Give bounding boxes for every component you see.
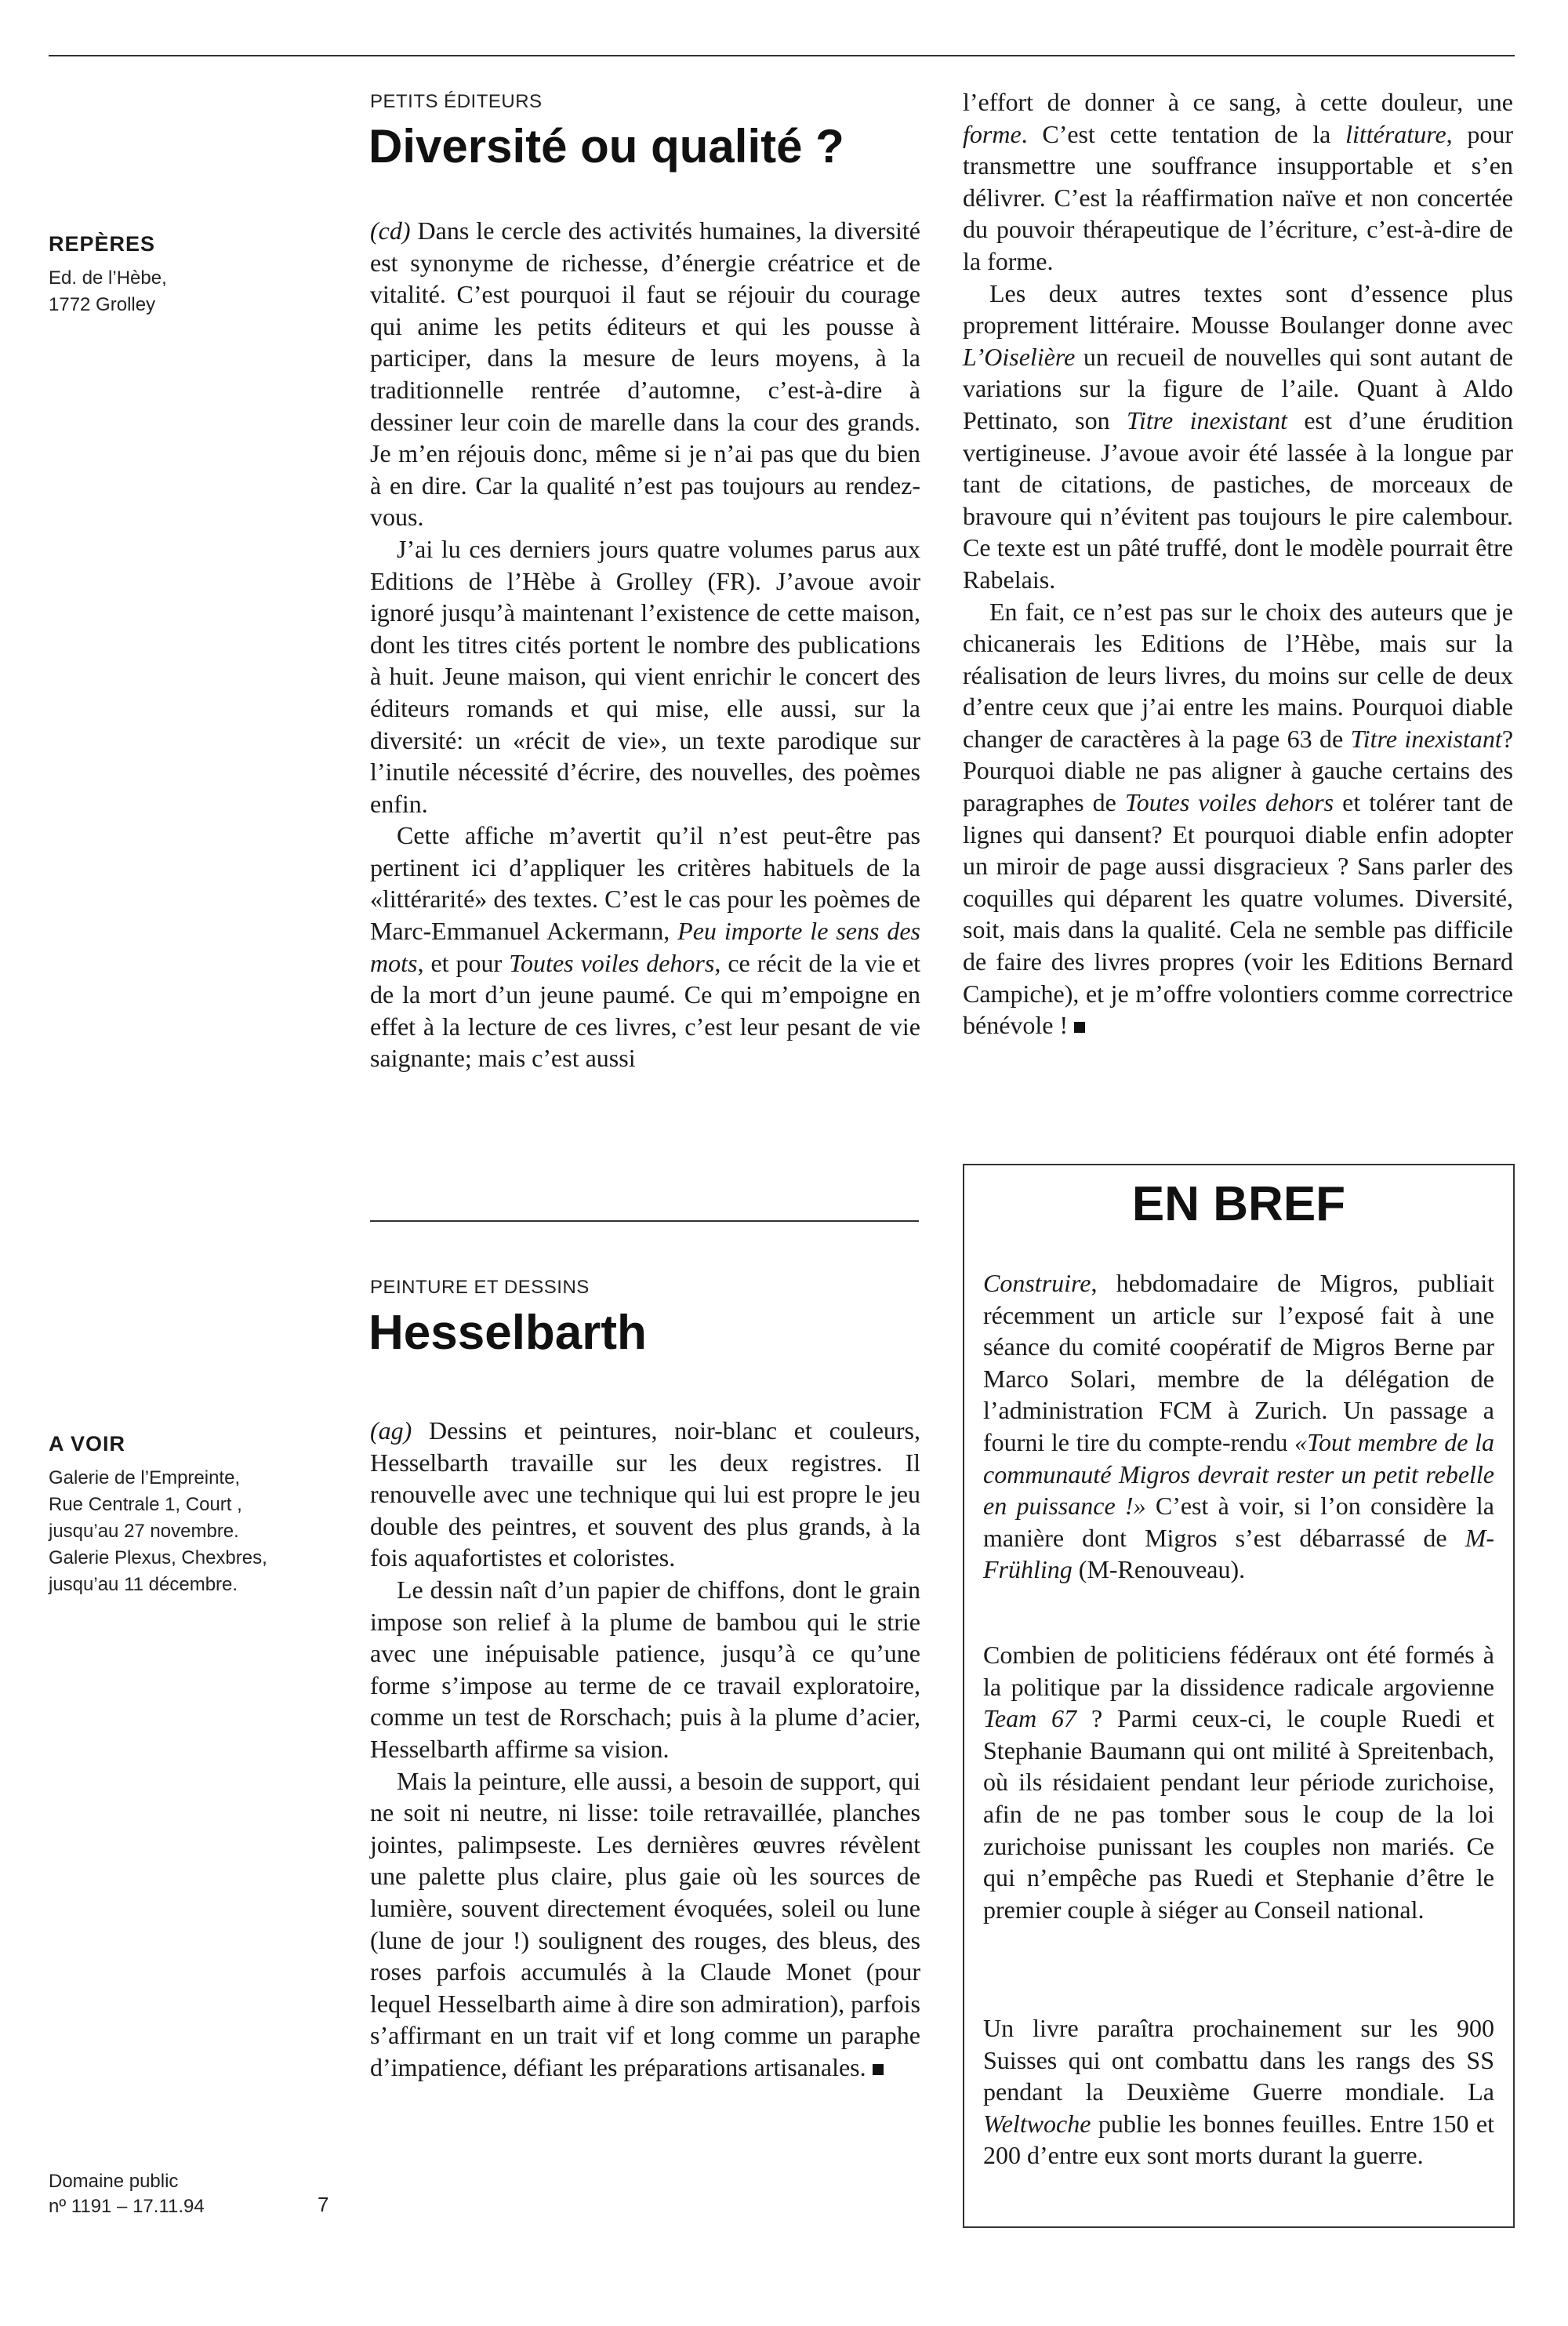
paragraph-text: un recueil de nouvelles qui sont autant de variations sur la figure de l’aile. Quant à Aldo Pettinato, son (963, 342, 1513, 434)
article2-kicker: PEINTURE ET DESSINS (370, 1277, 590, 1298)
reperes-info (49, 265, 167, 318)
issue-number: nº 1191 – 17.11.94 (49, 2196, 205, 2217)
a-voir-info (49, 1465, 267, 1598)
article1-headline: Diversité ou qualité ? (368, 120, 844, 173)
quote: «Tout membre de la communauté Migros devrait rester un petit rebelle en puissance !» (983, 1427, 1494, 1521)
paragraph-text: Dessins et peintures, noir-blanc et couleurs, Hesselbarth travaille sur les deux registres. Il renouvelle avec une technique qui lui est propre le jeu double des peintres, et souvent des plus grands, à la fois aquafortistes et coloristes. (370, 1416, 920, 1572)
paragraph-text: (M-Renouveau). (1072, 1555, 1246, 1584)
brief-paragraph (983, 1267, 1494, 1586)
a-voir-line: Galerie de l’Empreinte, (49, 1467, 241, 1488)
paragraph-text: ? Parmi ceux-ci, le couple Ruedi et Stephanie Baumann qui ont milité à Spreitenbach, où ils résidaient pendant leur période zurichoise, afin de ne pas tomber sous le coup de la loi zurichoise punissant les couples non mariés. Ce qui n’empêche pas Ruedi et Stephanie d’être le premier couple à siéger au Conseil national. (983, 1704, 1495, 1924)
paragraph-text: , et pour (417, 948, 510, 977)
en-bref-item-1 (983, 1267, 1494, 1586)
paragraph-text: . C’est cette tentation de la (1021, 119, 1346, 148)
article1-kicker: PETITS ÉDITEURS (370, 91, 543, 112)
article2-column (370, 1415, 920, 2083)
end-mark (1074, 1022, 1085, 1033)
a-voir-line: jusqu’au 27 novembre. (49, 1521, 239, 1542)
reperes-line: 1772 Grolley (49, 294, 156, 315)
book-title: Titre inexistant (1350, 724, 1502, 753)
article1-column-1 (370, 215, 920, 1074)
article1-column-2 (963, 86, 1513, 1041)
paragraph-text: l’effort de donner à ce sang, à cette douleur, une (963, 88, 1513, 116)
paragraph-text: publie les bonnes feuilles. Entre 150 et 200 d’entre eux sont morts durant la guerre. (983, 2109, 1494, 2170)
author-initials: (cd) (370, 216, 411, 245)
emphasis: littérature (1345, 119, 1446, 148)
publication-title: Weltwoche (983, 2109, 1091, 2138)
brief-paragraph (983, 2012, 1494, 2172)
article1-paragraph (963, 596, 1513, 1041)
author-initials: (ag) (370, 1416, 412, 1445)
article2-paragraph: Le dessin naît d’un papier de chiffons, dont le grain impose son relief à la plume de bambou qui le strie avec une inépuisable patience, jusqu’à ce qu’une forme s’impose au terme de ce travail exploratoire, comme un test de Rorschach; puis à la plume d’acier, Hesselbarth affirme sa vision. (370, 1575, 920, 1763)
paragraph-text: Dans le cercle des activités humaines, la diversité est synonyme de richesse, d’énergie créatrice et de vitalité. C’est pourquoi il faut se réjouir du courage qui anime les petits éditeurs et qui les pousse à participer, dans la mesure de leurs moyens, à la traditionnelle rentrée d’automne, c’est-à-dire à dessiner leur coin de marelle dans la cour des grands. Je m’en réjouis donc, même si je n’ai pas que du bien à en dire. Car la qualité n’est pas toujours au rendez-vous. (370, 216, 920, 532)
paragraph-text: Un livre paraîtra prochainement sur les 900 Suisses qui ont combattu dans les rangs des SS pendant la Deuxième Guerre mondiale. La (983, 2014, 1494, 2106)
article2-paragraph (370, 1765, 920, 2084)
emphasis: forme (963, 119, 1022, 148)
book-title: Toutes voiles dehors (509, 948, 715, 977)
paragraph-text: C’est à voir, si l’on considère la manière dont Migros s’est débarrassé de (983, 1492, 1495, 1552)
en-bref-title: EN BREF (1131, 1177, 1346, 1231)
page-number: 7 (318, 2193, 329, 2216)
book-title: Peu importe le sens des mots (370, 917, 921, 977)
paragraph-text: En fait, ce n’est pas sur le choix des auteurs que je chicanerais les Editions de l’Hèbe, mais sur la réalisation de leurs livres, du moins sur celle de deux d’entre ceux que j’ai entre les mains. Pourquoi diable changer de caractères à la page 63 de (963, 597, 1513, 753)
publication-name: Domaine public (49, 2171, 179, 2192)
end-mark (873, 2064, 884, 2075)
top-rule (49, 55, 1515, 56)
book-title: Toutes voiles dehors (1124, 788, 1334, 817)
reperes-line: Ed. de l’Hèbe, (49, 267, 167, 289)
book-title: Titre inexistant (1126, 405, 1287, 434)
paragraph-text: est d’une érudition vertigineuse. J’avoue avoir été lassée à la longue par tant de citations, de pastiches, de morceaux de bravoure qui n’évitent pas toujours le pire calembour. Ce texte est un pâté truffé, dont le modèle pourrait être Rabelais. (963, 405, 1514, 594)
a-voir-line: jusqu’au 11 décembre. (49, 1574, 238, 1595)
paragraph-text: Cette affiche m’avertit qu’il n’est peut-être pas pertinent ici d’appliquer les critères habituels de la «littérarité» des textes. C’est le cas pour les poèmes de Marc-Emmanuel Ackermann, (370, 821, 920, 946)
paragraph-text: ? Pourquoi diable ne pas aligner à gauche certains des paragraphes de (963, 724, 1514, 817)
group-name: Team 67 (983, 1704, 1077, 1733)
en-bref-item-3 (983, 2012, 1494, 2172)
paragraph-text: Les deux autres textes sont d’essence plus proprement littéraire. Mousse Boulanger donne avec (963, 278, 1513, 340)
footer-publication (49, 2169, 205, 2219)
publication-title: Construire (983, 1269, 1091, 1297)
publication-title: M-Frühling (983, 1523, 1494, 1584)
en-bref-item-2 (983, 1639, 1494, 1925)
article1-paragraph (370, 820, 920, 1074)
paragraph-text: Mais la peinture, elle aussi, a besoin de support, qui ne soit ni neutre, ni lisse: toile retravaillée, planches jointes, palimpseste. Les dernières œuvres révèlent une palette plus claire, plus gaie où les sources de lumière, souvent directement évoquées, soleil ou lune (lune de jour !) soulignent des rouges, des bleus, des roses parfois accumulés à la Claude Monet (pour lequel Hesselbarth aime à dire son admiration), parfois s’affirmant en un trait vif et long comme un paraphe d’impatience, défiant les préparations artisanales. (370, 1766, 920, 2081)
paragraph-text: , hebdomadaire de Migros, publiait récemment un article sur l’exposé fait à une séance du comité coopératif de Migros Berne par Marco Solari, membre de la délégation de l’administration FCM à Zurich. Un passage a fourni le tire du compte-rendu (983, 1269, 1494, 1456)
paragraph-text: , pour transmettre une souffrance insupportable et s’en délivrer. C’est la réaffirmation naïve et non concertée du pouvoir thérapeutique de l’écriture, c’est-à-dire de la forme. (963, 119, 1514, 275)
a-voir-heading: A VOIR (49, 1432, 126, 1456)
paragraph-text: Combien de politiciens fédéraux ont été formés à la politique par la dissidence radicale argovienne (983, 1641, 1494, 1701)
section-divider (370, 1220, 919, 1222)
a-voir-line: Galerie Plexus, Chexbres, (49, 1547, 267, 1568)
a-voir-line: Rue Centrale 1, Court , (49, 1494, 242, 1515)
article2-paragraph (370, 1415, 920, 1574)
book-title: L’Oiselière (963, 342, 1076, 371)
paragraph-text: et tolérer tant de lignes qui dansent? Et pourquoi diable enfin adopter un miroir de page aussi disgracieux ? Sans parler des coquilles qui déparent les quatre volumes. Diversité, soit, mais dans la qualité. Cela ne semble pas difficile de faire des livres propres (voir les Editions Bernard Campiche), et je m’offre volontiers comme correctrice bénévole ! (963, 788, 1514, 1040)
article1-paragraph (370, 215, 920, 533)
paragraph-text: , ce récit de la vie et de la mort d’un jeune paumé. Ce qui m’empoigne en effet à la lecture de ces livres, c’est leur pesant de vie saignante; mais c’est aussi (370, 948, 921, 1073)
article2-headline: Hesselbarth (368, 1306, 647, 1360)
article1-paragraph (963, 278, 1513, 596)
article1-paragraph (963, 86, 1513, 278)
reperes-heading: REPÈRES (49, 232, 156, 256)
article1-paragraph: J’ai lu ces derniers jours quatre volumes parus aux Editions de l’Hèbe à Grolley (FR). J’avoue avoir ignoré jusqu’à maintenant l’existence de cette maison, dont les titres cités portent le nombre des publications à huit. Jeune maison, qui vient enrichir le concert des éditeurs romands et qui mise, elle aussi, sur la diversité: un «récit de vie», un texte parodique sur l’inutile nécessité d’écrire, des nouvelles, des poèmes enfin. (370, 534, 920, 818)
brief-paragraph (983, 1639, 1494, 1925)
